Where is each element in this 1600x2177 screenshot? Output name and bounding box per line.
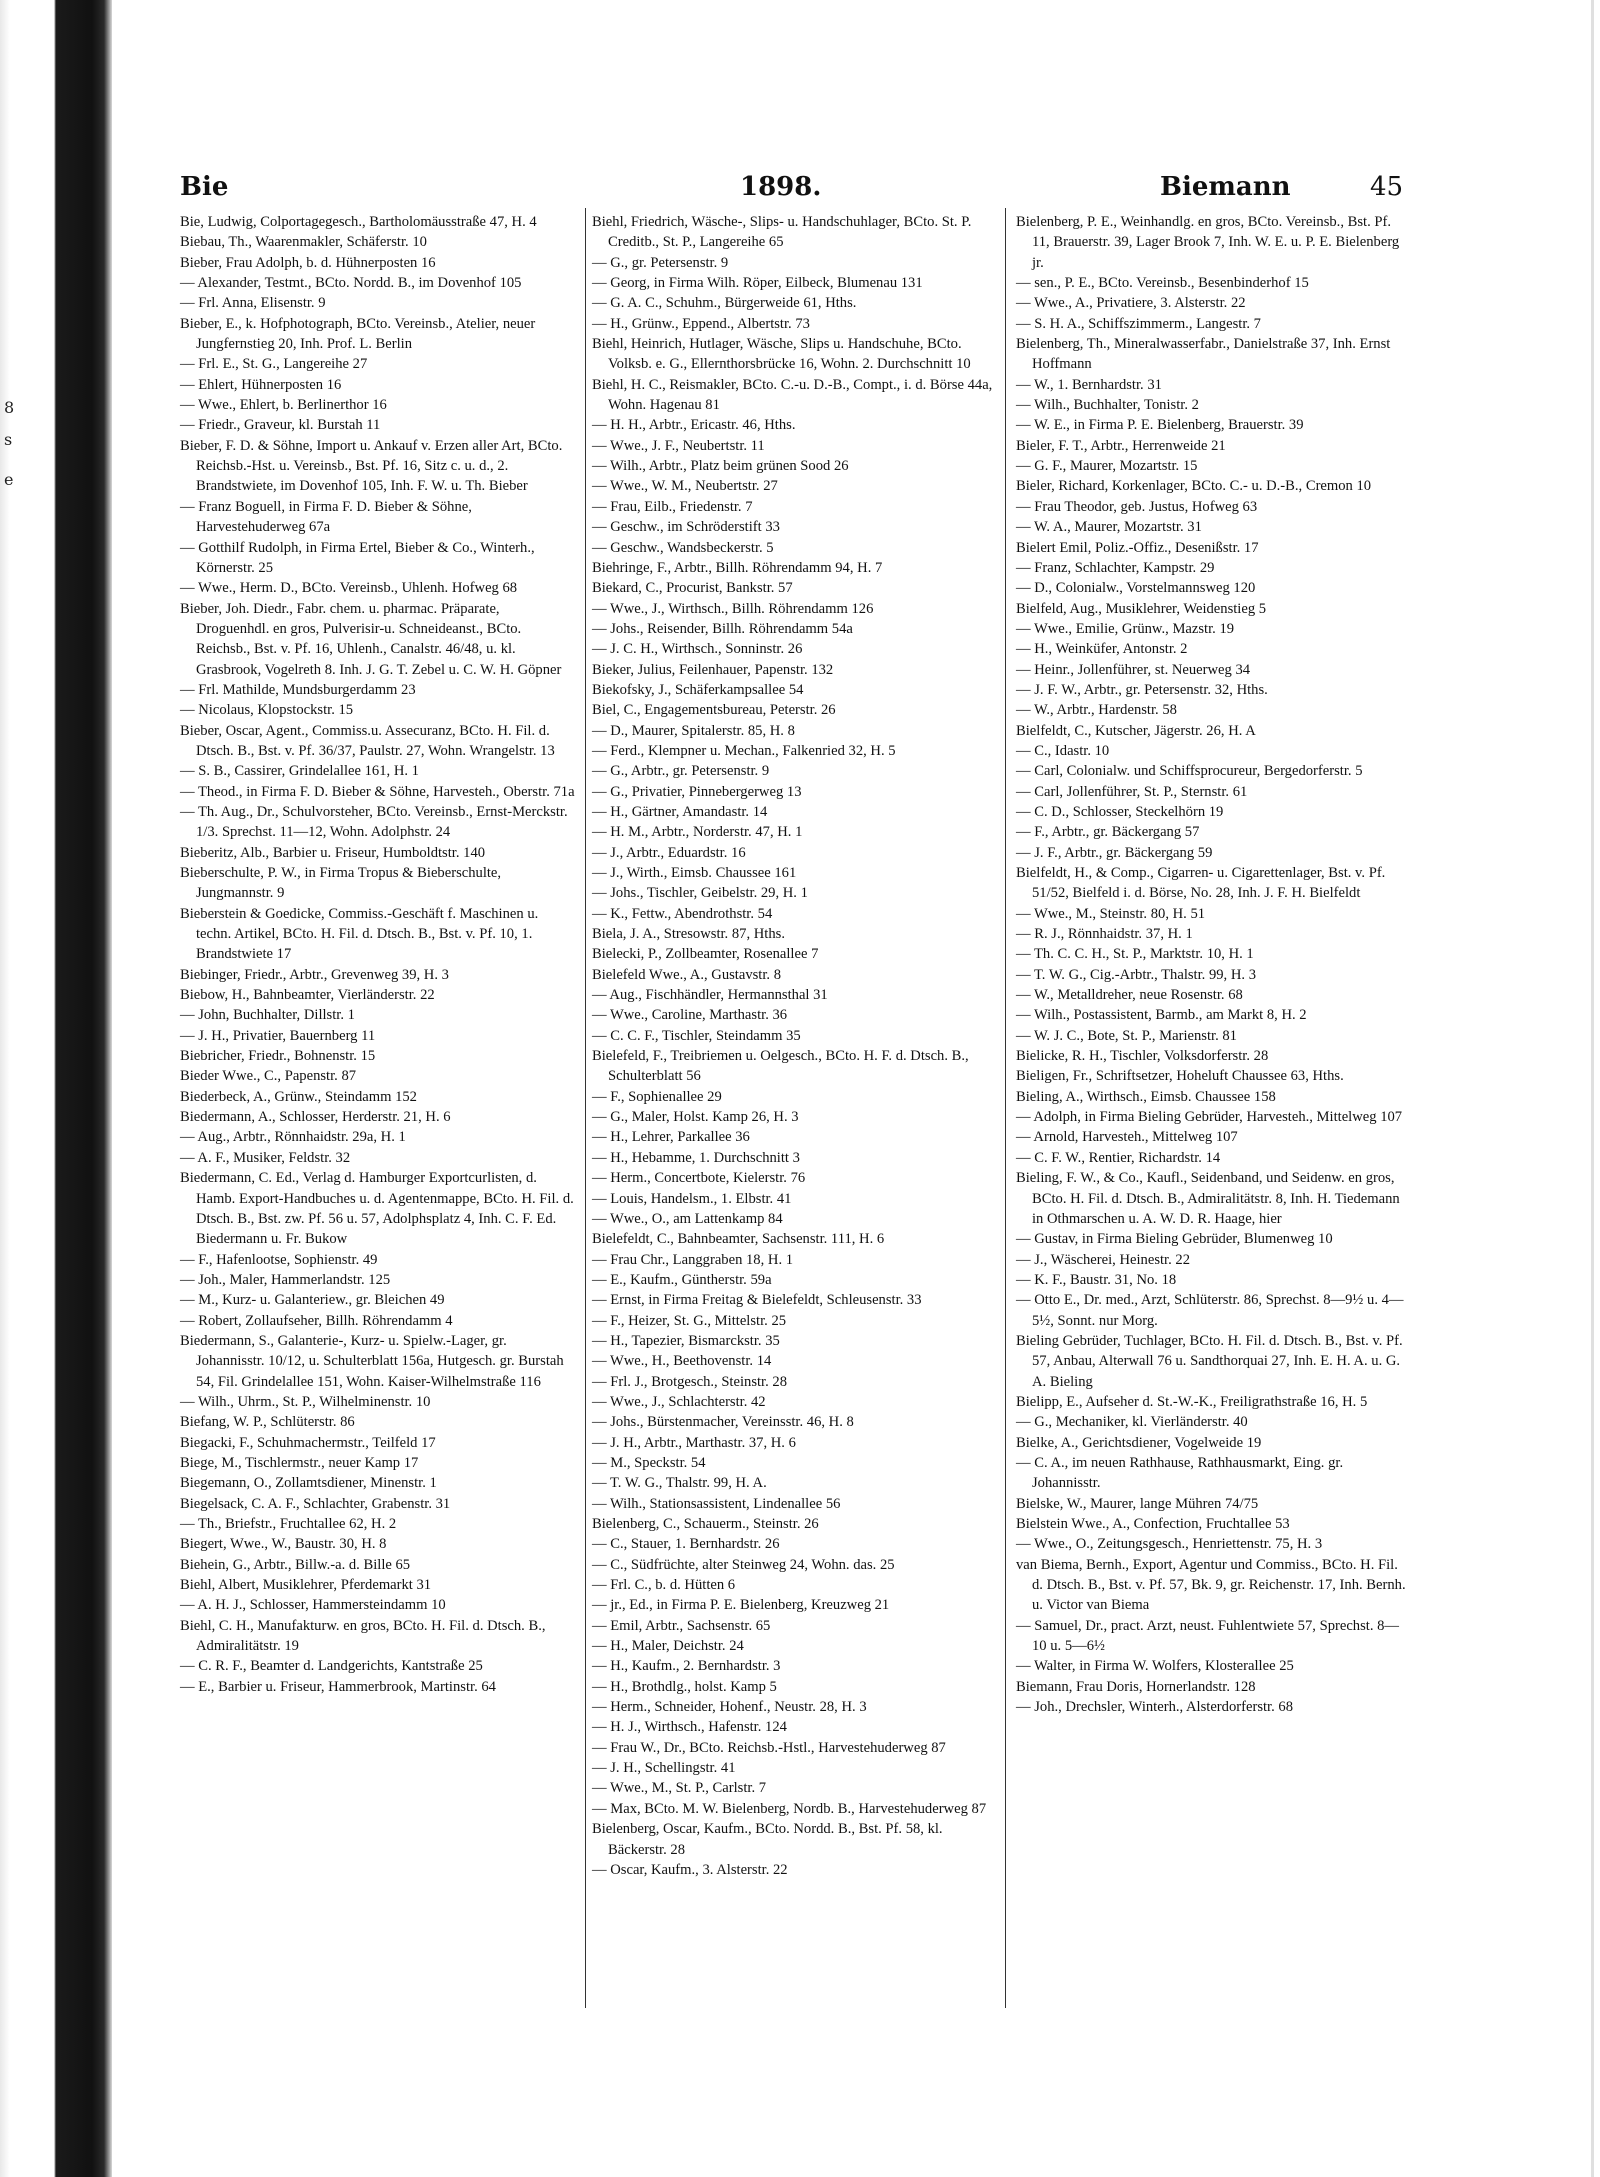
directory-entry: Bielenberg, Th., Mineralwasserfabr., Danielstraße 37, Inh. Ernst Hoffmann [1016,336,1391,373]
directory-entry: — D., Colonialw., Vorstelmannsweg 120 [1016,580,1256,597]
directory-entry: — Arnold, Harvesteh., Mittelweg 107 [1016,1129,1238,1146]
directory-entry: Biefang, W. P., Schlüterstr. 86 [180,1414,355,1431]
directory-entry: — W. E., in Firma P. E. Bielenberg, Brauerstr. 39 [1016,417,1304,434]
directory-entry: — Robert, Zollaufseher, Billh. Röhrendamm 4 [180,1312,453,1329]
directory-entry: — Wwe., J. F., Neubertstr. 11 [592,437,765,454]
directory-entry: Bieber, Oscar, Agent., Commiss.u. Assecuranz, BCto. H. Fil. d. Dtsch. B., Bst. v. Pf. 36/37, Paulstr. 27, Wohn. Wrangelstr. 13 [180,722,555,759]
directory-entry: Biemann, Frau Doris, Hornerlandstr. 128 [1016,1678,1256,1695]
directory-entry: Bielefeldt, C., Bahnbeamter, Sachsenstr. 111, H. 6 [592,1231,885,1248]
directory-column-3 [1016,212,1408,1717]
directory-entry: — Wwe., A., Privatiere, 3. Alsterstr. 22 [1016,295,1246,312]
book-gutter [0,0,112,2177]
directory-entry: Bielert Emil, Poliz.-Offiz., Desenißstr. 17 [1016,539,1259,556]
directory-entry: Bielicke, R. H., Tischler, Volksdorferstr. 28 [1016,1048,1269,1065]
directory-entry: — H. M., Arbtr., Norderstr. 47, H. 1 [592,824,803,841]
directory-entry: — S. H. A., Schiffszimmerm., Langestr. 7 [1016,315,1261,332]
directory-entry: Biegert, Wwe., W., Baustr. 30, H. 8 [180,1536,387,1553]
directory-entry: — J. F., Arbtr., gr. Bäckergang 59 [1016,844,1213,861]
directory-entry: — M., Kurz- u. Galanteriew., gr. Bleichen 49 [180,1292,445,1309]
directory-entry: Bieling Gebrüder, Tuchlager, BCto. H. Fil. d. Dtsch. B., Bst. v. Pf. 57, Anbau, Alterwall 76 u. Sandthorquai 27, Inh. E. H. A. u. G. A. Bieling [1016,1332,1403,1390]
directory-entry: — H., Lehrer, Parkallee 36 [592,1129,750,1146]
directory-entry: — A. H. J., Schlosser, Hammersteindamm 10 [180,1597,446,1614]
gutter-mark: 8 [4,398,15,417]
directory-entry: — E., Barbier u. Friseur, Hammerbrook, Martinstr. 64 [180,1678,496,1695]
directory-entry: — Wwe., Emilie, Grünw., Mazstr. 19 [1016,620,1235,637]
directory-entry: — Wilh., Uhrm., St. P., Wilhelminenstr. 10 [180,1393,431,1410]
directory-entry: — Nicolaus, Klopstockstr. 15 [180,702,354,719]
directory-entry: — W., Metalldreher, neue Rosenstr. 68 [1016,987,1243,1004]
directory-entry: — K., Fettw., Abendrothstr. 54 [592,905,773,922]
directory-entry: — Franz Boguell, in Firma F. D. Bieber & Söhne, Harvestehuderweg 67a [180,498,472,536]
directory-entry: — C. A., im neuen Rathhause, Rathhausmarkt, Eing. gr. Johannisstr. [1016,1454,1344,1492]
directory-entry: Biekofsky, J., Schäferkampsallee 54 [592,681,804,698]
directory-entry: — H., Grünw., Eppend., Albertstr. 73 [592,315,810,332]
directory-entry: — John, Buchhalter, Dillstr. 1 [180,1007,355,1024]
directory-entry: Bielenberg, P. E., Weinhandlg. en gros, BCto. Vereinsb., Bst. Pf. 11, Brauerstr. 39, Lager Brook 7, Inh. W. E. u. P. E. Bielenberg jr. [1016,214,1400,271]
page-number: 45 [1370,172,1404,202]
directory-entry: — F., Arbtr., gr. Bäckergang 57 [1016,824,1200,841]
directory-entry: — Carl, Colonialw. und Schiffsprocureur, Bergedorferstr. 5 [1016,763,1363,780]
directory-entry: Bielenberg, Oscar, Kaufm., BCto. Nordd. B., Bst. Pf. 58, kl. Bäckerstr. 28 [592,1821,943,1858]
directory-entry: — Wilh., Buchhalter, Tonistr. 2 [1016,397,1199,414]
directory-entry: — C. F. W., Rentier, Richardstr. 14 [1016,1149,1221,1166]
directory-entry: Biela, J. A., Stresowstr. 87, Hths. [592,926,785,943]
directory-entry: Biehl, Heinrich, Hutlager, Wäsche, Slips u. Handschuhe, BCto. Volksb. e. G., Ellernthorsbrücke 16, Wohn. 2. Durchschnitt 10 [592,336,971,373]
directory-entry: — Wwe., O., am Lattenkamp 84 [592,1210,783,1227]
directory-entry: — Wwe., M., St. P., Carlstr. 7 [592,1780,767,1797]
directory-entry: — H., Kaufm., 2. Bernhardstr. 3 [592,1658,781,1675]
directory-entry: Bieber, Joh. Diedr., Fabr. chem. u. pharmac. Präparate, Droguenhdl. en gros, Pulverisir-u. Schneideanst., BCto. Reichsb., Bst. v. Pf. 16, Uhlenh., Canalstr. 46/48, u. kl. Grasbrook, Vogelreth 8. Inh. J. G. T. Zebel u. C. W. H. Göpner [180,600,562,678]
directory-entry: — Johs., Bürstenmacher, Vereinsstr. 46, H. 8 [592,1414,854,1431]
directory-entry: Bieberschulte, P. W., in Firma Tropus & Bieberschulte, Jungmannstr. 9 [180,865,502,902]
directory-entry: Bieling, A., Wirthsch., Eimsb. Chaussee 158 [1016,1088,1276,1105]
directory-entry: Bieler, F. T., Arbtr., Herrenweide 21 [1016,437,1226,454]
directory-entry: Biehl, H. C., Reismakler, BCto. C.-u. D.-B., Compt., i. d. Börse 44a, Wohn. Hagenau 81 [592,376,993,414]
directory-entry: — Frau Chr., Langgraben 18, H. 1 [592,1251,794,1268]
directory-entry: — J., Arbtr., Eduardstr. 16 [592,844,746,861]
gutter-mark: s [4,430,13,449]
directory-entry: — Ferd., Klempner u. Mechan., Falkenried 32, H. 5 [592,742,896,759]
directory-entry: Bieberstein & Goedicke, Commiss.-Geschäft f. Maschinen u. techn. Artikel, BCto. H. Fil. d. Dtsch. B., Bst. v. Pf. 10, 1. Brandstwiete 17 [180,905,539,963]
directory-entry: — Emil, Arbtr., Sachsenstr. 65 [592,1617,771,1634]
directory-entry: Biedermann, C. Ed., Verlag d. Hamburger Exportcurlisten, d. Hamb. Export-Handbuches u. d. Agentenmappe, BCto. H. Fil. d. Dtsch. B., Bst. zw. Pf. 56 u. 57, Adolphsplatz 4, Inh. C. F. Ed. Biedermann u. Fr. Bukow [180,1170,574,1248]
directory-entry: — G., Privatier, Pinnebergerweg 13 [592,783,802,800]
directory-entry: — C., Südfrüchte, alter Steinweg 24, Wohn. das. 25 [592,1556,895,1573]
directory-entry: — J. C. H., Wirthsch., Sonninstr. 26 [592,641,803,658]
directory-entry: — R. J., Rönnhaidstr. 37, H. 1 [1016,926,1193,943]
directory-entry: — J. H., Privatier, Bauernberg 11 [180,1027,376,1044]
directory-entry: — S. B., Cassirer, Grindelallee 161, H. 1 [180,763,419,780]
directory-entry: Bieberitz, Alb., Barbier u. Friseur, Humboldtstr. 140 [180,844,486,861]
directory-entry: — Otto E., Dr. med., Arzt, Schlüterstr. 86, Sprechst. 8—9½ u. 4—5½, Sonnt. nur Morg. [1016,1292,1404,1329]
directory-entry: — E., Kaufm., Güntherstr. 59a [592,1271,772,1288]
directory-entry: Bielecki, P., Zollbeamter, Rosenallee 7 [592,946,819,963]
header-catchword-right: Biemann [1160,172,1291,202]
directory-entry: Biehringe, F., Arbtr., Billh. Röhrendamm 94, H. 7 [592,559,883,576]
directory-entry: — H. H., Arbtr., Ericastr. 46, Hths. [592,417,796,434]
directory-entry: — Aug., Fischhändler, Hermannsthal 31 [592,987,828,1004]
directory-entry: — sen., P. E., BCto. Vereinsb., Besenbinderhof 15 [1016,275,1309,292]
directory-entry: — Frau, Eilb., Friedenstr. 7 [592,498,753,515]
directory-entry: — H., Weinküfer, Antonstr. 2 [1016,641,1188,658]
directory-entry: Bielefeld Wwe., A., Gustavstr. 8 [592,966,782,983]
directory-entry: — C., Stauer, 1. Bernhardstr. 26 [592,1536,780,1553]
directory-entry: — Wwe., O., Zeitungsgesch., Henriettenstr. 75, H. 3 [1016,1536,1323,1553]
directory-entry: — G. A. C., Schuhm., Bürgerweide 61, Hths. [592,295,857,312]
page-header [180,172,1404,206]
directory-entry: Biebinger, Friedr., Arbtr., Grevenweg 39, H. 3 [180,966,449,983]
directory-entry: — Wwe., Herm. D., BCto. Vereinsb., Uhlenh. Hofweg 68 [180,580,518,597]
directory-entry: Bielenberg, C., Schauerm., Steinstr. 26 [592,1516,819,1532]
directory-entry: Biegemann, O., Zollamtsdiener, Minenstr. 1 [180,1475,437,1492]
directory-entry: — Wilh., Stationsassistent, Lindenallee 56 [592,1495,841,1512]
directory-entry: — Frl. Anna, Elisenstr. 9 [180,295,326,312]
directory-entry: — Adolph, in Firma Bieling Gebrüder, Harvesteh., Mittelweg 107 [1016,1109,1403,1126]
directory-entry: — C. D., Schlosser, Steckelhörn 19 [1016,803,1224,820]
directory-entry: — Ernst, in Firma Freitag & Bielefeldt, Schleusenstr. 33 [592,1292,922,1309]
directory-entry: — Wwe., H., Beethovenstr. 14 [592,1353,772,1370]
directory-entry: Bielipp, E., Aufseher d. St.-W.-K., Freiligrathstraße 16, H. 5 [1016,1393,1368,1410]
directory-entry: — H., Hebamme, 1. Durchschnitt 3 [592,1149,800,1166]
directory-entry: Bieligen, Fr., Schriftsetzer, Hoheluft Chaussee 63, Hths. [1016,1068,1344,1085]
directory-entry: — H., Gärtner, Amandastr. 14 [592,803,768,820]
directory-entry: — Frl. C., b. d. Hütten 6 [592,1577,736,1594]
directory-entry: — Wwe., M., Steinstr. 80, H. 51 [1016,905,1206,922]
directory-entry: — Th., Briefstr., Fruchtallee 62, H. 2 [180,1516,397,1532]
directory-entry: — J. H., Arbtr., Marthastr. 37, H. 6 [592,1434,796,1451]
directory-entry: Biedermann, A., Schlosser, Herderstr. 21, H. 6 [180,1109,451,1126]
directory-entry: — Heinr., Jollenführer, st. Neuerweg 34 [1016,661,1251,678]
directory-entry: — D., Maurer, Spitalerstr. 85, H. 8 [592,722,795,739]
directory-entry: Bieling, F. W., & Co., Kaufl., Seidenband, und Seidenw. en gros, BCto. H. Fil. d. Dtsch. B., Admiralitätstr. 8, Inh. H. Tiedemann in Othmarschen u. A. W. D. R. Haage, hier [1016,1170,1400,1227]
directory-entry: — Frau W., Dr., BCto. Reichsb.-Hstl., Harvestehuderweg 87 [592,1739,946,1756]
directory-entry: — C., Idastr. 10 [1016,742,1110,759]
directory-entry: Bielfeldt, H., & Comp., Cigarren- u. Cigarettenlager, Bst. v. Pf. 51/52, Bielfeld i. d. Börse, No. 28, Inh. J. F. H. Bielfeldt [1016,865,1386,902]
directory-entry: Biehein, G., Arbtr., Billw.-a. d. Bille 65 [180,1556,411,1573]
directory-entry: — Gotthilf Rudolph, in Firma Ertel, Bieber & Co., Winterh., Körnerstr. 25 [180,539,535,576]
directory-entry: Biegelsack, C. A. F., Schlachter, Grabenstr. 31 [180,1495,451,1512]
directory-entry: — K. F., Baustr. 31, No. 18 [1016,1271,1177,1288]
directory-entry: — Geschw., im Schröderstift 33 [592,519,780,536]
directory-entry: — J. F. W., Arbtr., gr. Petersenstr. 32, Hths. [1016,681,1268,698]
directory-entry: Biege, M., Tischlermstr., neuer Kamp 17 [180,1454,419,1471]
directory-entry: — T. W. G., Cig.-Arbtr., Thalstr. 99, H. 3 [1016,966,1256,983]
directory-entry: — Franz, Schlachter, Kampstr. 29 [1016,559,1215,576]
directory-entry: — Wwe., Caroline, Marthastr. 36 [592,1007,788,1024]
directory-entry: — F., Sophienallee 29 [592,1088,722,1105]
column-rule [585,208,586,2008]
directory-entry: — Wilh., Postassistent, Barmb., am Markt 8, H. 2 [1016,1007,1307,1024]
directory-entry: Bielke, A., Gerichtsdiener, Vogelweide 19 [1016,1434,1262,1451]
directory-entry: — Herm., Concertbote, Kielerstr. 76 [592,1170,806,1187]
directory-entry: — Louis, Handelsm., 1. Elbstr. 41 [592,1190,792,1207]
header-catchword-left: Bie [180,172,229,202]
directory-entry: — H., Brothdlg., holst. Kamp 5 [592,1678,777,1695]
directory-entry: Bielstein Wwe., A., Confection, Fruchtallee 53 [1016,1516,1290,1532]
directory-entry: — Th. C. C. H., St. P., Marktstr. 10, H. 1 [1016,946,1254,963]
directory-entry: — A. F., Musiker, Feldstr. 32 [180,1149,351,1166]
directory-entry: — Joh., Maler, Hammerlandstr. 125 [180,1271,391,1288]
directory-entry: Biebau, Th., Waarenmakler, Schäferstr. 10 [180,234,427,251]
directory-entry: — C. R. F., Beamter d. Landgerichts, Kantstraße 25 [180,1658,483,1675]
directory-entry: Bieber, E., k. Hofphotograph, BCto. Vereinsb., Atelier, neuer Jungfernstieg 20, Inh. Prof. L. Berlin [180,315,536,353]
directory-entry: — T. W. G., Thalstr. 99, H. A. [592,1475,767,1492]
directory-entry: — F., Hafenlootse, Sophienstr. 49 [180,1251,378,1268]
directory-entry: — W., Arbtr., Hardenstr. 58 [1016,702,1177,719]
header-year: 1898. [740,172,822,202]
directory-entry: — Walter, in Firma W. Wolfers, Klosterallee 25 [1016,1658,1294,1675]
directory-entry: — Ehlert, Hühnerposten 16 [180,376,342,393]
directory-entry: Bielske, W., Maurer, lange Mühren 74/75 [1016,1495,1259,1512]
directory-entry: — J. H., Schellingstr. 41 [592,1760,736,1777]
directory-column-2 [592,212,994,1880]
directory-entry: — W. J. C., Bote, St. P., Marienstr. 81 [1016,1027,1237,1044]
directory-entry: — Frau Theodor, geb. Justus, Hofweg 63 [1016,498,1258,515]
directory-entry: — Frl. Mathilde, Mundsburgerdamm 23 [180,681,416,698]
directory-entry: — J., Wirth., Eimsb. Chaussee 161 [592,865,797,881]
directory-entry: — Gustav, in Firma Bieling Gebrüder, Blumenweg 10 [1016,1231,1333,1248]
directory-entry: — H., Maler, Deichstr. 24 [592,1638,744,1655]
directory-entry: — Th. Aug., Dr., Schulvorsteher, BCto. Vereinsb., Ernst-Merckstr. 1/3. Sprechst. 11—12, Wohn. Adolphstr. 24 [180,803,568,841]
directory-entry: Biebricher, Friedr., Bohnenstr. 15 [180,1048,376,1065]
directory-entry: Biel, C., Engagementsbureau, Peterstr. 26 [592,702,836,719]
directory-entry: Bie, Ludwig, Colportagegesch., Bartholomäusstraße 47, H. 4 [180,214,537,230]
directory-entry: Biebow, H., Bahnbeamter, Vierländerstr. 22 [180,987,435,1004]
directory-entry: — Oscar, Kaufm., 3. Alsterstr. 22 [592,1861,788,1878]
directory-entry: — C. C. F., Tischler, Steindamm 35 [592,1027,801,1044]
directory-entry: Biehl, C. H., Manufakturw. en gros, BCto. H. Fil. d. Dtsch. B., Admiralitätstr. 19 [180,1617,546,1655]
directory-entry: — Frl. E., St. G., Langereihe 27 [180,356,368,373]
directory-entry: — Joh., Drechsler, Winterh., Alsterdorferstr. 68 [1016,1699,1293,1716]
directory-entry: — Frl. J., Brotgesch., Steinstr. 28 [592,1373,787,1390]
directory-entry: — Georg, in Firma Wilh. Röper, Eilbeck, Blumenau 131 [592,275,923,292]
directory-entry: Biehl, Friedrich, Wäsche-, Slips- u. Handschuhlager, BCto. St. P. Creditb., St. P., Langereihe 65 [592,214,972,251]
directory-entry: — Wwe., W. M., Neubertstr. 27 [592,478,778,495]
directory-entry: — G., gr. Petersenstr. 9 [592,254,729,271]
directory-entry: Bieker, Julius, Feilenhauer, Papenstr. 132 [592,661,834,678]
directory-entry: — G., Maler, Holst. Kamp 26, H. 3 [592,1109,799,1126]
directory-entry: Bielefeld, F., Treibriemen u. Oelgesch., BCto. H. F. d. Dtsch. B., Schulterblatt 56 [592,1048,969,1085]
directory-entry: — jr., Ed., in Firma P. E. Bielenberg, Kreuzweg 21 [592,1597,890,1614]
directory-entry: — Carl, Jollenführer, St. P., Sternstr. 61 [1016,783,1248,800]
directory-entry: — Wwe., J., Wirthsch., Billh. Röhrendamm 126 [592,600,874,617]
directory-entry: — Johs., Tischler, Geibelstr. 29, H. 1 [592,885,808,902]
directory-entry: — H., Tapezier, Bismarckstr. 35 [592,1332,780,1349]
directory-entry: — G., Mechaniker, kl. Vierländerstr. 40 [1016,1414,1248,1431]
directory-entry: — Herm., Schneider, Hohenf., Neustr. 28, H. 3 [592,1699,867,1716]
directory-entry: — W., 1. Bernhardstr. 31 [1016,376,1162,393]
gutter-mark: e [4,470,14,489]
directory-entry: — Max, BCto. M. W. Bielenberg, Nordb. B., Harvestehuderweg 87 [592,1800,987,1817]
directory-entry: — Aug., Arbtr., Rönnhaidstr. 29a, H. 1 [180,1129,406,1146]
directory-entry: — G. F., Maurer, Mozartstr. 15 [1016,458,1198,475]
directory-entry: — W. A., Maurer, Mozartstr. 31 [1016,519,1202,536]
directory-column-1 [180,212,575,1697]
directory-entry: Bielfeld, Aug., Musiklehrer, Weidenstieg 5 [1016,600,1267,617]
directory-entry: — Wilh., Arbtr., Platz beim grünen Sood 26 [592,458,849,475]
directory-entry: Bieder Wwe., C., Papenstr. 87 [180,1068,357,1085]
directory-entry: Biekard, C., Procurist, Bankstr. 57 [592,580,793,597]
directory-entry: — G., Arbtr., gr. Petersenstr. 9 [592,763,770,780]
directory-entry: Biehl, Albert, Musiklehrer, Pferdemarkt 31 [180,1577,432,1594]
directory-entry: — Geschw., Wandsbeckerstr. 5 [592,539,774,556]
directory-entry: — J., Wäscherei, Heinestr. 22 [1016,1251,1190,1268]
directory-entry: Bieber, F. D. & Söhne, Import u. Ankauf v. Erzen aller Art, BCto. Reichsb.-Hst. u. Vereinsb., Bst. Pf. 16, Sitz c. u. d., 2. Brandstwiete, im Dovenhof 105, Inh. F. W. u. Th. Bieber [180,437,563,495]
directory-entry: — F., Heizer, St. G., Mittelstr. 25 [592,1312,787,1329]
directory-entry: — Friedr., Graveur, kl. Burstah 11 [180,417,381,434]
directory-entry: Bieler, Richard, Korkenlager, BCto. C.- u. D.-B., Cremon 10 [1016,478,1372,495]
directory-entry: Bieber, Frau Adolph, b. d. Hühnerposten 16 [180,254,436,271]
directory-entry: — Alexander, Testmt., BCto. Nordd. B., im Dovenhof 105 [180,275,522,292]
directory-entry: — Samuel, Dr., pract. Arzt, neust. Fuhlentwiete 57, Sprechst. 8—10 u. 5—6½ [1016,1617,1400,1655]
directory-entry: van Biema, Bernh., Export, Agentur und Commiss., BCto. H. Fil. d. Dtsch. B., Bst. v. Pf. 57, Bk. 9, gr. Reichenstr. 17, Inh. Bernh. u. Victor van Biema [1016,1556,1406,1614]
column-rule [1005,208,1006,2008]
directory-entry: Biedermann, S., Galanterie-, Kurz- u. Spielw.-Lager, gr. Johannisstr. 10/12, u. Schulterblatt 156a, Hutgesch. gr. Burstah 54, Fil. Grindelallee 151, Wohn. Kaiser-Wilhelmstraße 116 [180,1332,564,1390]
directory-entry: — H. J., Wirthsch., Hafenstr. 124 [592,1719,787,1736]
directory-entry: — Johs., Reisender, Billh. Röhrendamm 54a [592,620,853,637]
directory-entry: Biegacki, F., Schuhmachermstr., Teilfeld 17 [180,1434,436,1451]
directory-entry: — Wwe., Ehlert, b. Berlinerthor 16 [180,397,387,414]
directory-entry: Bielfeldt, C., Kutscher, Jägerstr. 26, H. A [1016,722,1256,739]
directory-entry: — Wwe., J., Schlachterstr. 42 [592,1393,766,1410]
directory-entry: — Theod., in Firma F. D. Bieber & Söhne, Harvesteh., Oberstr. 71a [180,783,575,800]
directory-entry: Biederbeck, A., Grünw., Steindamm 152 [180,1088,417,1105]
scan-edge [1591,0,1594,2177]
directory-entry: — M., Speckstr. 54 [592,1454,706,1471]
